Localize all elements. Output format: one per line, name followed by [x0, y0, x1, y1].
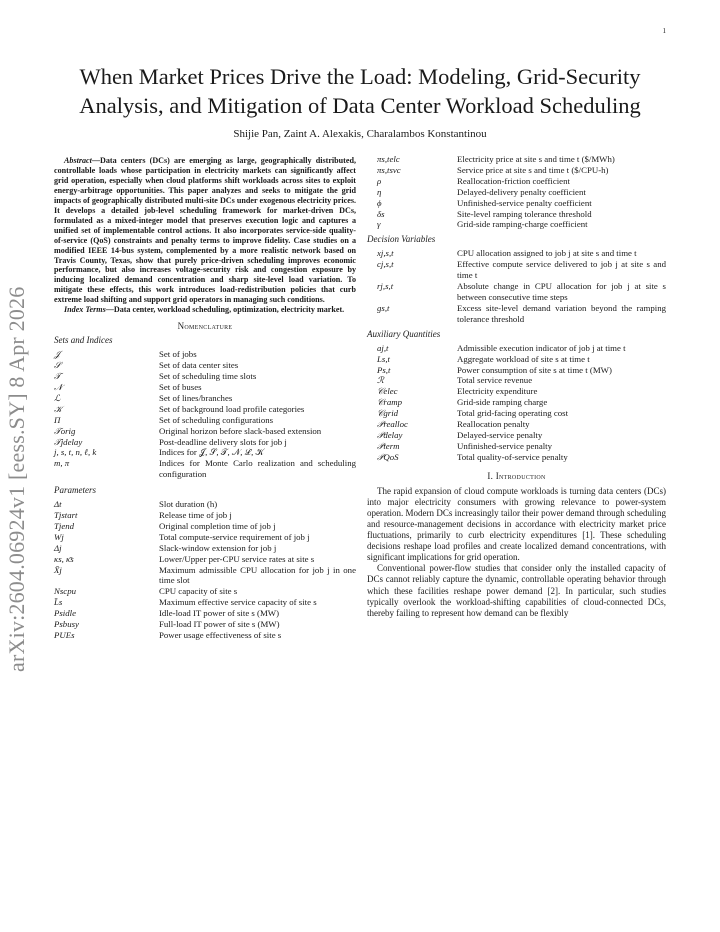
nomenclature-description: Total compute-service requirement of job j [159, 531, 310, 542]
nomenclature-symbol: Δt [54, 499, 62, 510]
sets-row [54, 382, 356, 393]
sets-row [54, 415, 356, 426]
paper-title: When Market Prices Drive the Load: Modeling, Grid-Security Analysis, and Mitigation of Data Center Workload Scheduling [79, 64, 641, 118]
nomenclature-description: Site-level ramping tolerance threshold [457, 208, 592, 219]
nomenclature-description: Set of lines/branches [159, 392, 233, 403]
nomenclature-description: Set of background load profile categories [159, 403, 305, 414]
params-right-row [367, 154, 666, 165]
nomenclature-symbol: Π [54, 414, 61, 425]
nomenclature-symbol: j, s, t, n, ℓ, k [54, 447, 97, 458]
aux-row [367, 343, 666, 354]
aux-row [367, 354, 666, 365]
nomenclature-symbol: 𝒯 [54, 371, 61, 382]
nomenclature-description: Set of scheduling configurations [159, 414, 274, 425]
sets-row [54, 447, 356, 458]
nomenclature-description: Lower/Upper per-CPU service rates at site s [159, 553, 315, 564]
intro-paragraph-1: The rapid expansion of cloud compute workloads is turning data centers (DCs) into major electricity consumers with growing relevance to power-system operation. Modern DCs increasingly tailor their power demand through scheduling and resource-management decisions in accordance with electricity market price fluctuations, primarily to curb electricity expenditures [1]. These scheduling decisions reshape load profiles and create localized demand concentrations, with significant implications for grid operation. [367, 485, 666, 563]
nomenclature-symbol: 𝒥 [54, 349, 61, 360]
nomenclature-description: CPU allocation assigned to job j at site s and time t [457, 248, 637, 259]
nomenclature-symbol: 𝒮 [54, 360, 61, 371]
nomenclature-description: Total grid-facing operating cost [457, 408, 569, 419]
nomenclature-symbol: L̄s [54, 597, 63, 608]
params-row [54, 630, 356, 641]
nomenclature-description: Total quality-of-service penalty [457, 451, 568, 462]
sets-table [54, 349, 356, 480]
sets-row [54, 360, 356, 371]
abstract-text: —Data centers (DCs) are emerging as large, geographically distributed, controllable loads whose participation in electricity markets can significantly affect grid operation, especially when cloud platforms shift workloads across sites to exploit energy-arbitrage opportunities. This paper analyzes and seeks to mitigate the grid impacts of geographically distributed multi-site DCs under exogenous electricity prices. It develops a detailed job-level scheduling framework for market-driven DCs, formulated as a mixed-integer model that preserves execution logic and captures a unified set of implementable control actions. It also incorporates service-side quality-of-service (QoS) constraints and penalty terms to improve fidelity. Case studies on a modified IEEE 14-bus system, complemented by a more realistic network based on Travis County, Texas, show that purely price-driven scheduling improves economic performance, but also increases voltage-security risk and congestion exposure by inducing localized demand concentration and sharp site-level load variation. To mitigate these effects, this work introduces load-redistribution policies that curb extreme load shifting and support grid operators in managing such conditions. [54, 156, 356, 305]
nomenclature-symbol: 𝒞grid [377, 408, 399, 419]
nomenclature-symbol: η [377, 186, 382, 197]
nomenclature-description: CPU capacity of site s [159, 586, 238, 597]
aux-row [367, 441, 666, 452]
nomenclature-symbol: ϕ [377, 197, 382, 208]
params-table [54, 499, 356, 641]
params-row [54, 597, 356, 608]
nomenclature-title: Nomenclature [177, 321, 233, 332]
params-row [54, 532, 356, 543]
nomenclature-description: Indices for Monte Carlo realization and scheduling configuration [159, 458, 356, 480]
nomenclature-description: Slot duration (h) [159, 499, 218, 510]
aux-row [367, 419, 666, 430]
nomenclature-symbol: Δj [54, 542, 62, 553]
nomenclature-description: Grid-side ramping-charge coefficient [457, 219, 588, 230]
nomenclature-description: Reallocation-friction coefficient [457, 175, 570, 186]
nomenclature-symbol: 𝒫term [377, 440, 400, 451]
sets-heading: Sets and Indices [54, 335, 113, 346]
nomenclature-symbol: Ps,t [377, 364, 391, 375]
params-row [54, 565, 356, 587]
nomenclature-symbol: 𝒯jdelay [54, 436, 83, 447]
nomenclature-symbol: aj,t [377, 342, 389, 353]
sets-row [54, 404, 356, 415]
nomenclature-description: Indices for 𝒥, 𝒮, 𝒯, 𝒩, ℒ, 𝒦 [159, 447, 264, 458]
intro-paragraph-2: Conventional power-flow studies that consider only the installed capacity of DCs cannot reliably capture the dynamic, controllable operating behavior through which these facilities reshape power demand [2]. In particular, such studies typically overlook the workload-shifting capabilities of cloud-connected DCs, thereby failing to represent how demand can be flexibly [367, 563, 666, 618]
nomenclature-symbol: ℛ [377, 375, 385, 386]
nomenclature-description: Idle-load IT power of site s (MW) [159, 608, 280, 619]
index-terms-label: Index Terms [64, 305, 106, 315]
aux-row [367, 397, 666, 408]
nomenclature-symbol: πs,telc [377, 154, 400, 164]
nomenclature-symbol: 𝒞elec [377, 386, 398, 397]
params-right-row [367, 219, 666, 230]
aux-row [367, 452, 666, 463]
index-terms-text: —Data center, workload scheduling, optimization, electricity market. [105, 305, 345, 315]
nomenclature-symbol: κs, κ̄s [54, 553, 74, 564]
nomenclature-symbol: Tjend [54, 520, 75, 531]
nomenclature-description: Full-load IT power of site s (MW) [159, 619, 280, 630]
nomenclature-description: Grid-side ramping charge [457, 397, 548, 408]
params-row [54, 543, 356, 554]
nomenclature-symbol: Tjstart [54, 510, 78, 521]
sets-row [54, 349, 356, 360]
nomenclature-symbol: Wj [54, 531, 64, 542]
index-terms [54, 305, 356, 315]
nomenclature-symbol: ℒ [54, 392, 61, 403]
nomenclature-description: Electricity price at site s and time t ($/MWh) [457, 154, 615, 164]
nomenclature-symbol: 𝒞ramp [377, 397, 402, 408]
nomenclature-symbol: Ls,t [377, 353, 390, 364]
nomenclature-description: Power consumption of site s at time t (MW) [457, 364, 612, 375]
nomenclature-description: Maximum effective service capacity of site s [159, 597, 317, 608]
decision-row [367, 248, 666, 259]
right-column [367, 154, 666, 619]
intro-title: I. Introduction [487, 470, 546, 481]
nomenclature-description: Slack-window extension for job j [159, 542, 277, 553]
params-row [54, 608, 356, 619]
nomenclature-description: Effective compute service delivered to job j at site s and time t [457, 259, 666, 281]
nomenclature-description: Electricity expenditure [457, 386, 538, 397]
aux-row [367, 408, 666, 419]
nomenclature-symbol: Psbusy [54, 619, 79, 630]
abstract-label: Abstract [64, 156, 92, 165]
nomenclature-description: Unfinished-service penalty [457, 440, 553, 451]
aux-row [367, 375, 666, 386]
nomenclature-description: Set of scheduling time slots [159, 371, 257, 382]
params-row [54, 586, 356, 597]
paper-authors: Shijie Pan, Zaint A. Alexakis, Charalambos Konstantinou [233, 128, 487, 140]
sets-row [54, 426, 356, 437]
params-right-row [367, 198, 666, 209]
nomenclature-description: Absolute change in CPU allocation for job j at site s between consecutive time steps [457, 281, 666, 302]
params-right-row [367, 165, 666, 176]
nomenclature-description: Total service revenue [457, 375, 533, 386]
nomenclature-description: Excess site-level demand variation beyond the ramping tolerance threshold [457, 302, 666, 324]
nomenclature-symbol: Nscpu [54, 586, 76, 597]
decision-row [367, 259, 666, 281]
nomenclature-symbol: rj,s,t [377, 281, 394, 292]
page-number: 1 [662, 27, 666, 35]
nomenclature-description: Release time of job j [159, 510, 232, 521]
decision-table [367, 248, 666, 324]
nomenclature-symbol: xj,s,t [377, 248, 394, 259]
decision-row [367, 281, 666, 303]
arxiv-stamp: arXiv:2604.06924v1 [eess.SY] 8 Apr 2026 [4, 286, 29, 672]
params-row [54, 619, 356, 630]
params-row [54, 510, 356, 521]
nomenclature-description: Reallocation penalty [457, 419, 530, 430]
nomenclature-symbol: m, π [54, 458, 70, 469]
nomenclature-symbol: 𝒫realloc [377, 419, 408, 430]
nomenclature-description: Aggregate workload of site s at time t [457, 353, 590, 364]
left-column [54, 156, 356, 641]
aux-heading: Auxiliary Quantities [367, 328, 441, 339]
nomenclature-symbol: ρ [377, 175, 382, 186]
nomenclature-symbol: gs,t [377, 302, 390, 313]
nomenclature-description: Set of buses [159, 381, 202, 392]
params-right-table [367, 154, 666, 230]
nomenclature-description: Power usage effectiveness of site s [159, 630, 282, 640]
nomenclature-description: Delayed-delivery penalty coefficient [457, 186, 586, 197]
aux-row [367, 430, 666, 441]
nomenclature-description: Original completion time of job j [159, 520, 276, 531]
nomenclature-symbol: 𝒯orig [54, 425, 76, 436]
nomenclature-symbol: γ [377, 219, 381, 230]
nomenclature-symbol: PUEs [54, 630, 75, 640]
nomenclature-description: Post-deadline delivery slots for job j [159, 436, 287, 447]
nomenclature-symbol: 𝒩 [54, 381, 63, 392]
params-row [54, 521, 356, 532]
params-row [54, 554, 356, 565]
nomenclature-description: Service price at site s and time t ($/CPU-h) [457, 164, 609, 175]
nomenclature-symbol: Psidle [54, 608, 76, 619]
decision-row [367, 303, 666, 325]
abstract [54, 156, 356, 305]
nomenclature-description: Maximum admissible CPU allocation for job j in one time slot [159, 564, 356, 586]
params-right-row [367, 187, 666, 198]
nomenclature-symbol: cj,s,t [377, 259, 394, 270]
nomenclature-symbol: 𝒫QoS [377, 451, 399, 462]
nomenclature-symbol: X̄j [54, 564, 62, 575]
sets-row [54, 458, 356, 480]
nomenclature-description: Set of jobs [159, 349, 197, 360]
params-right-row [367, 209, 666, 220]
sets-row [54, 371, 356, 382]
aux-row [367, 365, 666, 376]
nomenclature-symbol: 𝒦 [54, 403, 63, 414]
aux-table [367, 343, 666, 463]
nomenclature-description: Admissible execution indicator of job j at time t [457, 342, 626, 353]
sets-row [54, 393, 356, 404]
nomenclature-symbol: 𝒫delay [377, 429, 403, 440]
params-right-row [367, 176, 666, 187]
nomenclature-description: Original horizon before slack-based extension [159, 425, 322, 436]
nomenclature-description: Delayed-service penalty [457, 429, 543, 440]
nomenclature-symbol: δs [377, 208, 385, 219]
decision-heading: Decision Variables [367, 234, 436, 245]
aux-row [367, 386, 666, 397]
nomenclature-symbol: πs,tsvc [377, 164, 401, 175]
nomenclature-description: Unfinished-service penalty coefficient [457, 197, 592, 208]
params-row [54, 499, 356, 510]
sets-row [54, 437, 356, 448]
params-heading: Parameters [54, 485, 96, 496]
nomenclature-description: Set of data center sites [159, 360, 239, 371]
